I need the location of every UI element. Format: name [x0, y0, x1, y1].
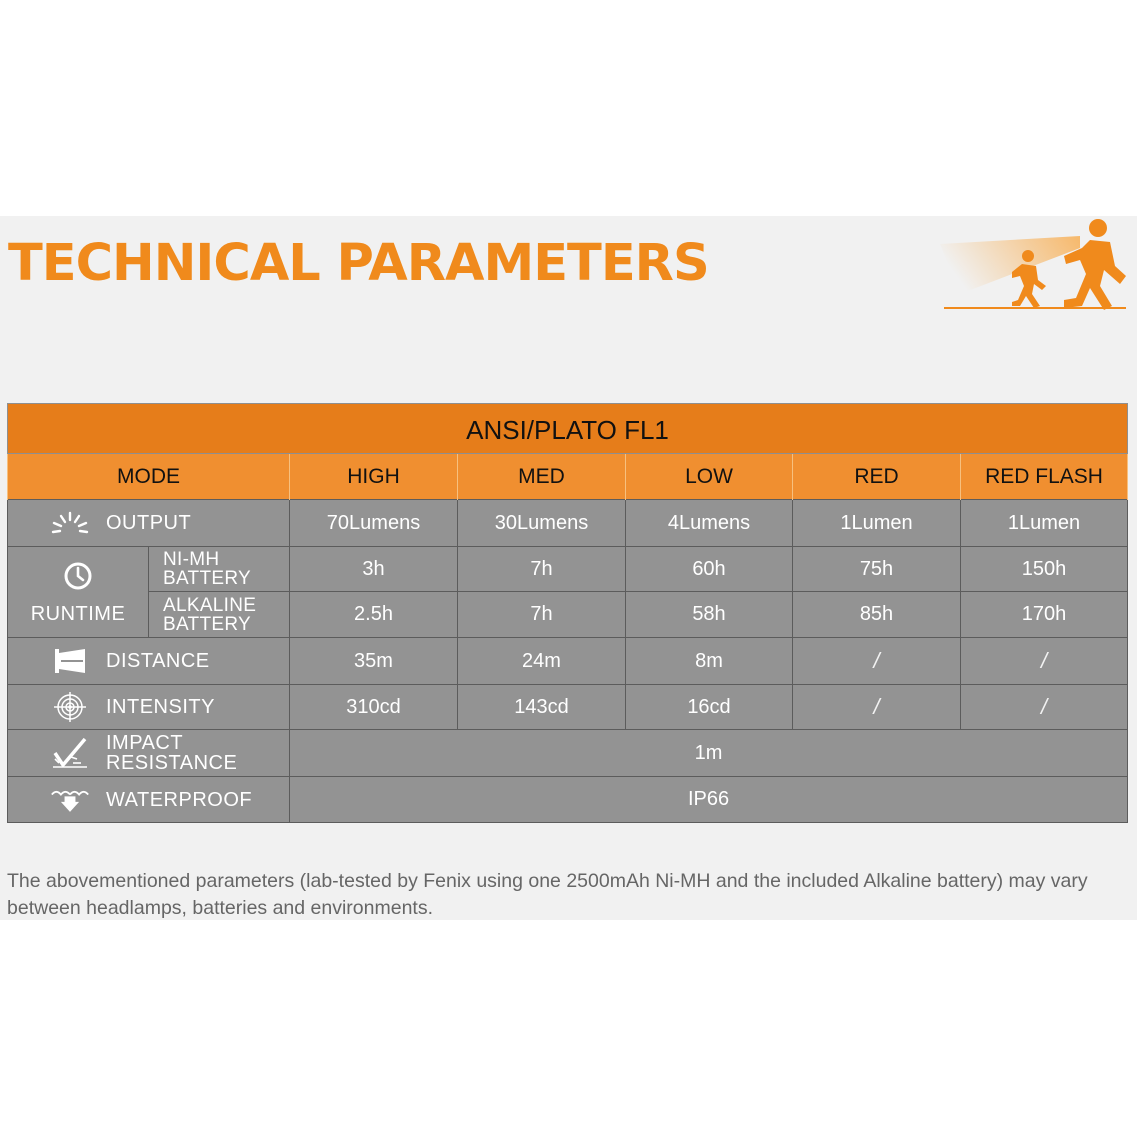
alkaline-low: 58h: [626, 592, 793, 638]
waterproof-label-cell: [8, 777, 290, 823]
alkaline-label-line2: BATTERY: [163, 613, 251, 635]
distance-label-cell: [8, 638, 290, 685]
nimh-label-line1: NI-MH: [163, 549, 220, 570]
target-icon: [50, 692, 90, 722]
intensity-low: 16cd: [626, 685, 793, 730]
standard-title: ANSI/PLATO FL1: [8, 404, 1128, 454]
distance-red-flash: /: [961, 638, 1128, 685]
water-drop-icon: [50, 785, 90, 815]
alkaline-high: 2.5h: [290, 592, 458, 638]
alkaline-red-flash: 170h: [961, 592, 1128, 638]
spec-table: [7, 403, 1128, 823]
mode-high: HIGH: [290, 454, 458, 500]
output-row: [8, 500, 1128, 547]
impact-label-line1: IMPACT: [106, 732, 184, 754]
alkaline-label-cell: [149, 592, 290, 638]
distance-high: 35m: [290, 638, 458, 685]
alkaline-red: 85h: [793, 592, 961, 638]
intensity-row: [8, 685, 1128, 730]
runtime-label: RUNTIME: [30, 603, 126, 625]
waterproof-label: WATERPROOF: [106, 788, 253, 811]
distance-row: [8, 638, 1128, 685]
alkaline-label-line1: ALKALINE: [163, 594, 257, 616]
runtime-alkaline-row: [8, 592, 1128, 638]
output-red: 1Lumen: [793, 500, 961, 547]
impact-value: 1m: [290, 730, 1128, 777]
distance-label: DISTANCE: [106, 650, 210, 672]
alkaline-med: 7h: [458, 592, 626, 638]
standard-header-row: [8, 404, 1128, 454]
distance-med: 24m: [458, 638, 626, 685]
page-title: TECHNICAL PARAMETERS: [8, 234, 709, 293]
nimh-med: 7h: [458, 547, 626, 592]
nimh-red-flash: 150h: [961, 547, 1128, 592]
distance-low: 8m: [626, 638, 793, 685]
impact-check-icon: [50, 738, 90, 768]
waterproof-value: IP66: [290, 777, 1128, 823]
mode-header: MODE: [8, 454, 290, 500]
beam-distance-icon: [50, 646, 90, 676]
runtime-nimh-row: [8, 547, 1128, 592]
nimh-high: 3h: [290, 547, 458, 592]
runtime-label-cell: [8, 547, 149, 638]
mode-header-row: [8, 454, 1128, 500]
clock-icon: [8, 560, 148, 598]
mode-low: LOW: [626, 454, 793, 500]
light-burst-icon: [50, 508, 90, 538]
nimh-label-line2: BATTERY: [163, 568, 251, 589]
nimh-red: 75h: [793, 547, 961, 592]
intensity-med: 143cd: [458, 685, 626, 730]
output-red-flash: 1Lumen: [961, 500, 1128, 547]
mode-med: MED: [458, 454, 626, 500]
impact-label-line2: RESISTANCE: [106, 752, 238, 774]
running-person-with-headlamp-icon: [940, 214, 1130, 314]
intensity-label: INTENSITY: [106, 696, 215, 718]
nimh-label-cell: [149, 547, 290, 592]
intensity-high: 310cd: [290, 685, 458, 730]
impact-label-cell: [8, 730, 290, 777]
output-low: 4Lumens: [626, 500, 793, 547]
distance-red: /: [793, 638, 961, 685]
nimh-low: 60h: [626, 547, 793, 592]
output-label-cell: [8, 500, 290, 547]
output-med: 30Lumens: [458, 500, 626, 547]
intensity-red: /: [793, 685, 961, 730]
waterproof-row: [8, 777, 1128, 823]
output-high: 70Lumens: [290, 500, 458, 547]
output-label: OUTPUT: [106, 512, 192, 534]
disclaimer-note: The abovementioned parameters (lab-tested by Fenix using one 2500mAh Ni-MH and the included Alkaline battery) may vary between headlamps, batteries and environments.: [7, 870, 1088, 919]
mode-red: RED: [793, 454, 961, 500]
impact-row: [8, 730, 1128, 777]
intensity-red-flash: /: [961, 685, 1128, 730]
mode-red-flash: RED FLASH: [961, 454, 1128, 500]
intensity-label-cell: [8, 685, 290, 730]
